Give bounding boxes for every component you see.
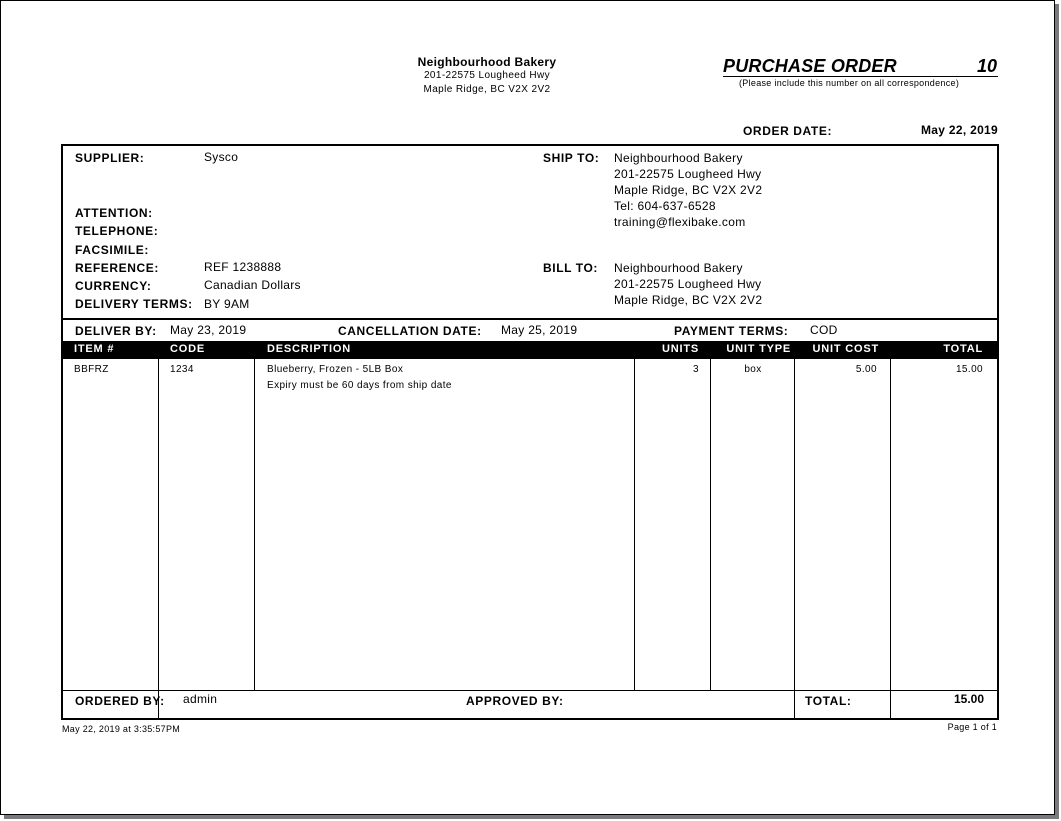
row-description: Blueberry, Frozen - 5LB Box [267,364,404,375]
column-divider [794,359,795,719]
bill-to-label: BILL TO: [543,261,599,275]
row-code: 1234 [170,364,194,375]
bill-to-line: Neighbourhood Bakery [614,261,743,275]
delivery-terms-value: BY 9AM [204,297,250,311]
cancellation-date-value: May 25, 2019 [501,323,578,337]
page-indicator: Page 1 of 1 [947,722,997,732]
total-label: TOTAL: [805,694,852,708]
column-divider [890,359,891,719]
supplier-value: Sysco [204,150,239,164]
currency-value: Canadian Dollars [204,278,301,292]
order-date-label: ORDER DATE: [743,124,833,138]
column-divider [634,359,635,691]
deliver-by-label: DELIVER BY: [75,324,157,338]
footer-divider [61,690,999,691]
po-title: PURCHASE ORDER [723,56,897,76]
reference-value: REF 1238888 [204,260,282,274]
section-divider [61,318,999,320]
supplier-label: SUPPLIER: [75,151,145,165]
row-units: 3 [693,364,699,375]
cancellation-date-label: CANCELLATION DATE: [338,324,482,338]
reference-label: REFERENCE: [75,261,160,275]
column-header-unit-type: UNIT TYPE [726,343,791,355]
ordered-by-value: admin [183,692,218,706]
row-item: BBFRZ [74,364,109,375]
row-description-note: Expiry must be 60 days from ship date [267,380,452,391]
company-address-2: Maple Ridge, BC V2X 2V2 [423,84,551,95]
bill-to-line: Maple Ridge, BC V2X 2V2 [614,293,763,307]
order-date-value: May 22, 2019 [921,123,998,137]
column-header-total: TOTAL [943,343,983,355]
items-table-header [63,341,997,359]
company-name: Neighbourhood Bakery [417,55,557,69]
po-number: 10 [976,56,997,76]
currency-label: CURRENCY: [75,279,152,293]
approved-by-label: APPROVED BY: [466,694,564,708]
column-header-units: UNITS [662,343,699,355]
column-header-description: DESCRIPTION [267,343,351,355]
deliver-by-value: May 23, 2019 [170,323,247,337]
ship-to-phone: Tel: 604-637-6528 [614,199,716,213]
column-header-code: CODE [170,343,205,355]
row-total: 15.00 [955,364,983,375]
printed-timestamp: May 22, 2019 at 3:35:57PM [62,724,181,734]
grand-total-value: 15.00 [953,692,984,706]
ship-to-line: Neighbourhood Bakery [614,151,743,165]
delivery-terms-label: DELIVERY TERMS: [75,297,193,311]
column-divider [254,359,255,691]
attention-label: ATTENTION: [75,206,153,220]
facsimile-label: FACSIMILE: [75,243,149,257]
ship-to-line: Maple Ridge, BC V2X 2V2 [614,183,763,197]
column-header-item: ITEM # [74,343,115,355]
payment-terms-label: PAYMENT TERMS: [674,324,789,338]
row-unit-cost: 5.00 [855,364,877,375]
ship-to-email: training@flexibake.com [614,215,746,229]
po-note: (Please include this number on all correspondence) [739,78,960,88]
ship-to-label: SHIP TO: [543,151,600,165]
company-address-1: 201-22575 Lougheed Hwy [423,70,551,81]
row-unit-type: box [744,364,762,375]
column-divider [710,359,711,691]
column-header-unit-cost: UNIT COST [812,343,879,355]
ship-to-line: 201-22575 Lougheed Hwy [614,167,762,181]
po-title-underline [723,76,998,77]
ordered-by-label: ORDERED BY: [75,694,165,708]
telephone-label: TELEPHONE: [75,224,159,238]
order-box [61,144,999,720]
bill-to-line: 201-22575 Lougheed Hwy [614,277,762,291]
column-divider [158,359,159,719]
payment-terms-value: COD [810,323,838,337]
